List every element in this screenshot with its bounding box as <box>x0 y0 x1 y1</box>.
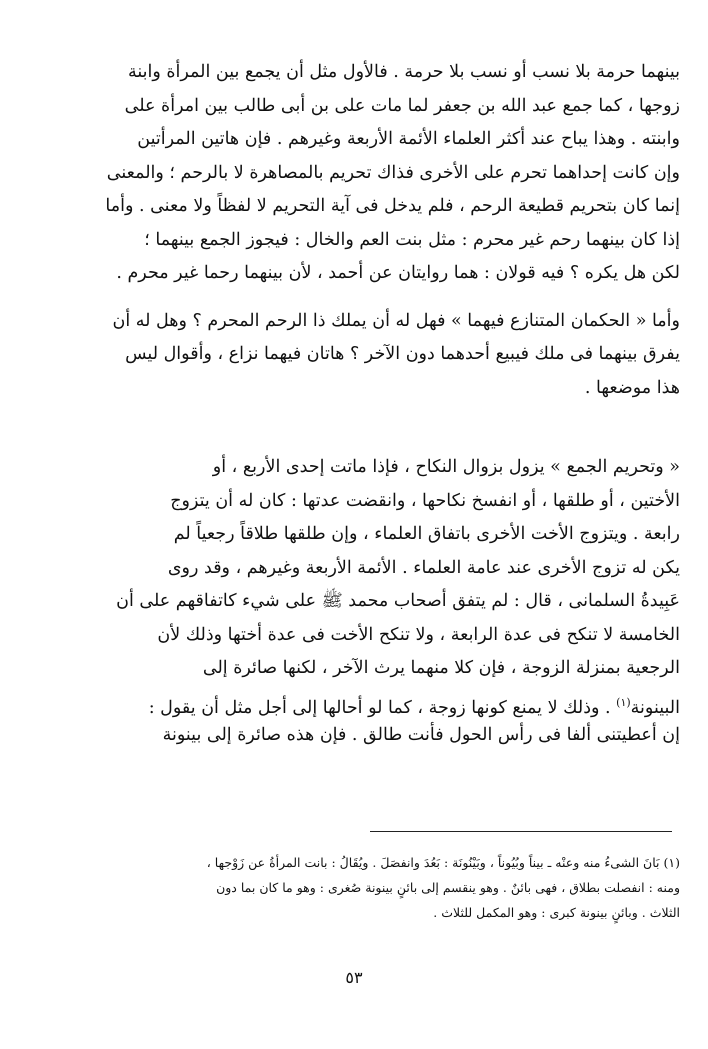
text-line: يكن له تزوج الأخرى عند عامة العلماء . الأئمة الأربعة وغيرهم ، وقد روى <box>167 557 680 578</box>
main-text <box>100 56 680 753</box>
footnote-mark: (١) <box>616 695 631 709</box>
paragraph-gap <box>100 405 680 451</box>
text-line: رابعة . ويتزوج الأخت الأخرى باتفاق العلماء ، وإن طلقها طلاقاً رجعياً لم <box>173 524 680 544</box>
text-line: وأما « الحكمان المتنازع فيهما » فهل له أن يملك ذا الرحم المحرم ؟ وهل له أن <box>112 310 680 331</box>
text-line: وإن كانت إحداهما تحرم على الأخرى فذاك تحريم بالمصاهرة لا بالرحم ؛ والمعنى <box>106 162 680 183</box>
text-line: زوجها ، كما جمع عبد الله بن جعفر لما مات على بن أبى طالب بين امرأة على <box>124 95 680 116</box>
text-line: بينهما حرمة بلا نسب أو نسب بلا حرمة . فالأول مثل أن يجمع بين المرأة وابنة <box>127 62 680 82</box>
text-line: الرجعية بمنزلة الزوجة ، فإن كلا منهما يرث الآخر ، لكنها صائرة إلى <box>202 658 680 678</box>
text-line: يفرق بينهما فى ملك فيبيع أحدهما دون الآخر ؟ هاتان فيهما نزاع ، وأقوال ليس <box>125 344 680 364</box>
text-line: « وتحريم الجمع » يزول بزوال النكاح ، فإذا ماتت إحدى الأربع ، أو <box>212 457 680 477</box>
footnote-line: (١) بَانَ الشىءُ منه وعنْه ـ بيناً وبُيُوناً ، وبَيْنُونَة : بَعُدَ وانفصَلَ . ويُقَالُ : بانت المرأةُ عن زَوْجها ، <box>206 855 680 870</box>
footnote-line: ومنه : انفصلت بطلاق ، فهى بائنٌ . وهو ينقسم إلى بائنٍ بينونة صُغرى : وهو ما كان بما دون <box>216 880 680 895</box>
text-line: الأختين ، أو طلقها ، أو انفسخ نكاحها ، وانقضت عدتها : كان له أن يتزوج <box>170 490 680 511</box>
paragraph-1 <box>100 56 680 291</box>
text-line: الخامسة لا تنكح فى عدة الرابعة ، ولا تنكح الأخت فى عدة أختها وذلك لأن <box>157 624 680 645</box>
text-fragment: . وذلك لا يمنع كونها زوجة ، كما لو أحالها إلى أجل مثل أن يقول : <box>148 697 617 718</box>
footnote-separator <box>370 831 672 832</box>
text-line: لكن هل يكره ؟ فيه قولان : هما روايتان عن أحمد ، لأن بينهما رحما غير محرم . <box>116 263 680 283</box>
text-fragment: البينونة <box>630 697 680 718</box>
text-line-with-footnote-mark <box>100 686 680 720</box>
text-line: إن أعطيتنى ألفا فى رأس الحول فأنت طالق . فإن هذه صائرة إلى بينونة <box>162 725 680 745</box>
paragraph-3 <box>100 451 680 753</box>
text-line: عَبِيدةُ السلمانى ، قال : لم يتفق أصحاب محمد ﷺ على شيء كاتفاقهم على أن <box>116 591 680 611</box>
paragraph-2 <box>100 305 680 406</box>
paragraph-gap <box>100 291 680 305</box>
text-line: إذا كان بينهما رحم غير محرم : مثل بنت العم والخال : فيجوز الجمع بينهما ؛ <box>144 229 680 250</box>
text-line: وابنته . وهذا يباح عند أكثر العلماء الأئمة الأربعة وغيرهم . فإن هاتين المرأتين <box>137 129 680 149</box>
page-number: ٥٣ <box>345 968 363 987</box>
footnote-line: الثلاث . وبائنٍ بينونة كبرى : وهو المكمل للثلاث . <box>433 905 680 920</box>
text-line: إنما كان بتحريم قطيعة الرحم ، فلم يدخل فى آية التحريم لا لفظاً ولا معنى . وأما <box>105 196 680 216</box>
text-line: هذا موضعها . <box>584 377 680 398</box>
footnotes <box>100 850 680 925</box>
